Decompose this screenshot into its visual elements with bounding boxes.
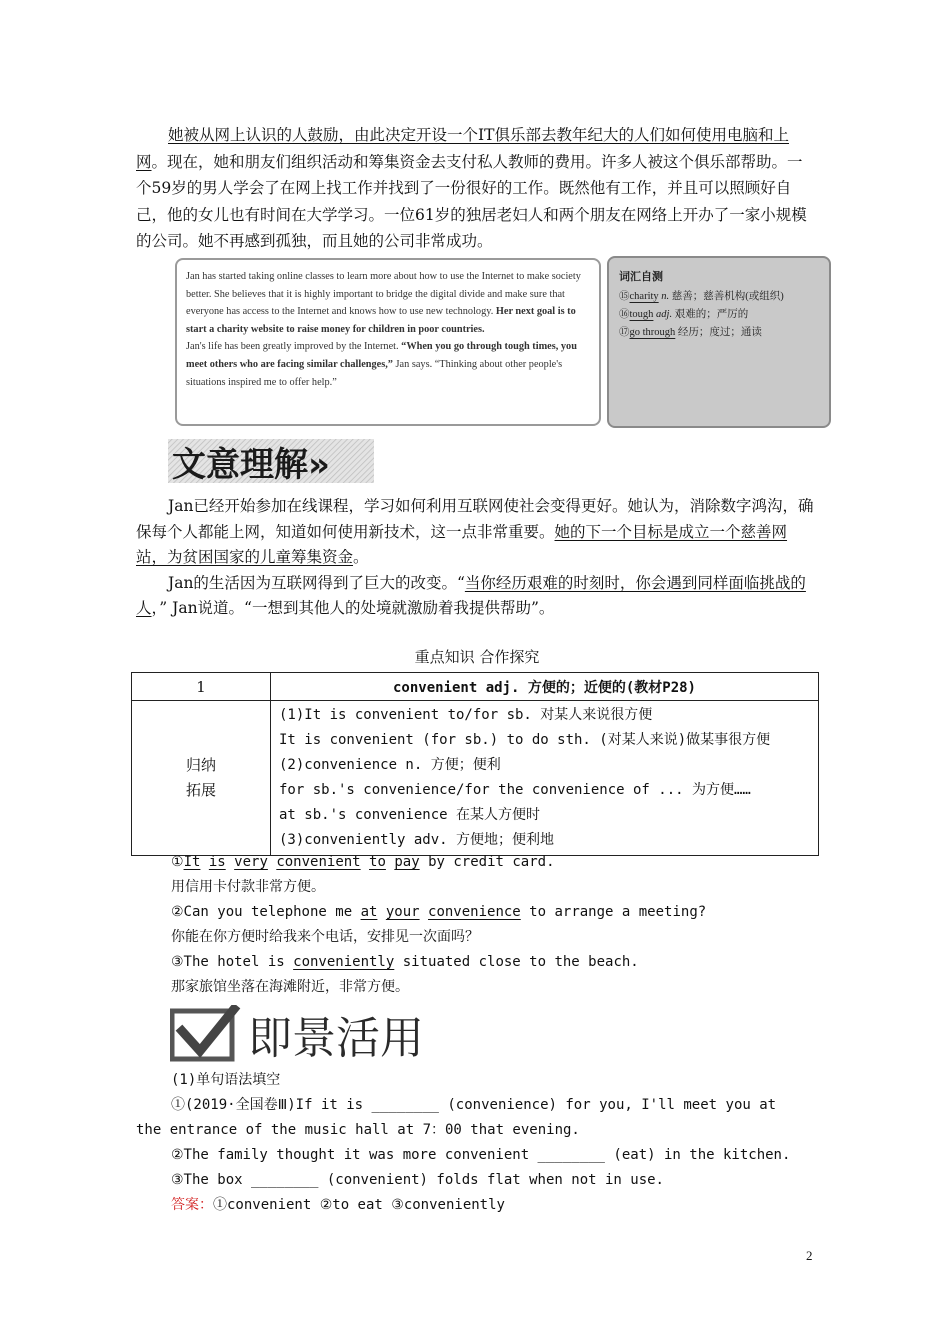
table-line: (2)convenience n. 方便；便利 [279, 757, 501, 773]
section-title: 重点知识 合作探究 [414, 648, 540, 666]
banner-meaning-text: 文意理解» [172, 445, 330, 485]
knowledge-table [131, 672, 819, 856]
intro-rest: 。现在，她和朋友们组织活动和筹集资金去支付私人教师的费用。许多人被这个俱乐部帮助。一个59岁的男人学会了在网上找工作并找到了一份很好的工作。既然他有工作，并且可以照顾好自己，他的女儿也有时间在大学学习。一位61岁的独居老妇人和两个朋友在网络上开办了一家小规模的公司。她不再感到孤独，而且她的公司非常成功。 [136, 152, 807, 250]
passage-para2-b: Jan says. “Thinking about other people's situations inspired me to offer help.” [186, 358, 563, 388]
intro-underlined-2: 和上网 [136, 126, 789, 171]
passage-panel [175, 258, 601, 426]
table-line: It is convenient (for sb.) to do sth. (对某人来说)做某事很方便 [279, 732, 771, 748]
table-header-row [132, 673, 819, 701]
vocab-item: ⑯tough adj. 艰难的；严厉的 [619, 309, 749, 320]
answer-label: 答案： [171, 1197, 213, 1213]
answer-values: ①convenient ②to eat ③conveniently [213, 1197, 505, 1213]
exercise-q1-cont: the entrance of the music hall at 7：00 that evening. [136, 1122, 580, 1138]
vocab-item: ⑮charity n. 慈善；慈善机构(或组织) [619, 291, 784, 302]
section-banner-practice [170, 1005, 435, 1063]
table-label: 归纳 拓展 [132, 701, 271, 856]
passage-para1: Jan has started taking online classes to learn more about how to use the Internet to make society better. She believes that it is highly important to bridge the digital divide and make sure that everyone has access to the Internet and knows how to use new technology. [186, 271, 581, 318]
section-banner-meaning [168, 437, 374, 485]
table-line: (1)It is convenient to/for sb. 对某人来说很方便 [279, 707, 653, 723]
table-head: convenient adj. 方便的；近便的(教材P28) [271, 673, 819, 701]
page-number: 2 [806, 1248, 813, 1263]
intro-underlined-1: 她被从网上认识的人鼓励，由此决定开设一个IT俱乐部去教年纪大的人们如何使用电脑 [168, 126, 758, 144]
translation-para1: Jan已经开始参加在线课程，学习如何利用互联网使社会变得更好。她认为，消除数字鸿沟，确保每个人都能上网，知道如何使用新技术，这一点非常重要。她的下一个目标是成立一个慈善网站，为贫困国家的儿童筹集资金。 [136, 497, 814, 566]
translation-para2: Jan的生活因为互联网得到了巨大的改变。“当你经历艰难的时刻时，你会遇到同样面临挑战的人，” Jan说道。“一想到其他人的处境就激励着我提供帮助”。 [136, 573, 806, 617]
table-content [271, 701, 819, 856]
example-2-translation: 你能在你方便时给我来个电话，安排见一次面吗？ [171, 929, 479, 945]
exercise-q1: ①(2019·全国卷Ⅲ)If it is ________ (convenience) for you, I'll meet you at [171, 1097, 777, 1113]
vocab-title: 词汇自测 [619, 270, 663, 283]
example-3-translation: 那家旅馆坐落在海滩附近，非常方便。 [171, 979, 409, 995]
passage-para2-a: Jan's life has been greatly improved by the Internet. [186, 341, 399, 353]
example-1-translation: 用信用卡付款非常方便。 [171, 879, 325, 895]
exercise-q3: ③The box ________ (convenient) folds flat when not in use. [171, 1172, 664, 1188]
table-line: for sb.'s convenience/for the convenience of ... 为方便…… [279, 782, 751, 798]
table-body-row [132, 701, 819, 856]
translation-block [136, 494, 818, 622]
passage-para1-bold: Her next goal is to start a charity website to raise money for children in poor countries. [186, 306, 576, 335]
table-num: 1 [132, 673, 271, 701]
example-3: ③The hotel is conveniently situated close to the beach. [171, 954, 639, 970]
table-line: (3)conveniently adv. 方便地；便利地 [279, 832, 555, 848]
exercise-q2: ②The family thought it was more convenient ________ (eat) in the kitchen. [171, 1147, 791, 1163]
intro-paragraph [136, 122, 818, 255]
passage-text [186, 268, 594, 391]
vocab-panel [607, 256, 831, 428]
banner-practice-text: 即景活用 [248, 1013, 424, 1063]
example-1: ①It is very convenient to pay by credit card. [171, 854, 555, 870]
example-2: ②Can you telephone me at your convenience to arrange a meeting? [171, 904, 707, 920]
passage-para2-bold: “When you go through tough times, you meet others who are facing similar challenges,” [186, 341, 577, 370]
answer-line [171, 1193, 505, 1218]
table-line: at sb.'s convenience 在某人方便时 [279, 807, 541, 823]
exercise-title: (1)单句语法填空 [171, 1072, 281, 1088]
vocab-item: ⑰go through 经历；度过；通读 [619, 327, 762, 338]
